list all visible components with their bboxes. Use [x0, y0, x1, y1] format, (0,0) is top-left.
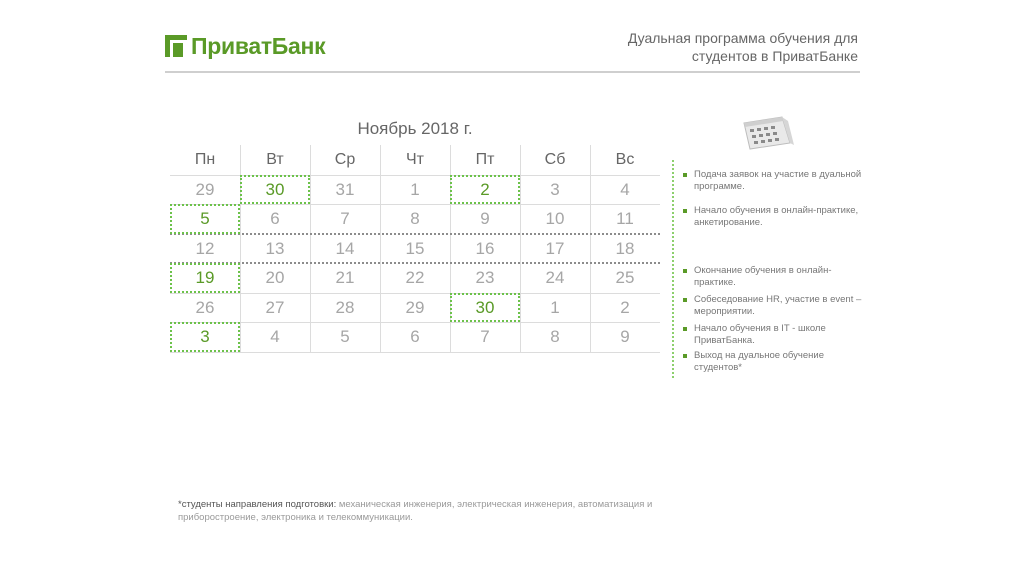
event-item: Начало обучения в онлайн-практике, анкетирование. [683, 205, 863, 229]
calendar-day: 16 [475, 238, 495, 258]
calendar-day: 1 [410, 179, 420, 199]
calendar-day: 7 [480, 327, 490, 346]
event-item: Собеседование HR, участие в event – мероприятии. [683, 294, 863, 318]
weekday-label: Ср [334, 151, 356, 168]
weekday-label: Вт [266, 151, 284, 168]
calendar-day: 11 [616, 209, 634, 228]
calendar-day: 6 [410, 327, 420, 346]
weekday-header-row [170, 145, 660, 175]
header-divider [165, 71, 860, 73]
calendar-week-row [170, 322, 660, 352]
footnote [178, 499, 718, 524]
bullet-icon [683, 327, 687, 331]
calendar-day: 9 [620, 327, 630, 346]
logo-text: ПриватБанк [191, 32, 326, 59]
event-item: Подача заявок на участие в дуальной программе. [683, 169, 863, 193]
event-item: Начало обучения в IT - школе ПриватБанка. [683, 323, 863, 347]
weekday-label: Сб [544, 151, 566, 168]
calendar-week-row [170, 293, 660, 323]
grid-line [380, 145, 381, 352]
calendar-day: 7 [340, 209, 350, 228]
calendar-day: 6 [270, 209, 280, 228]
highlight-box [240, 175, 310, 205]
weekday-label: Чт [406, 151, 424, 168]
calendar-day-highlighted: 5 [200, 209, 210, 228]
calendar-week-row [170, 234, 660, 264]
highlight-box [170, 204, 240, 234]
page-title [538, 29, 858, 65]
calendar-day: 15 [405, 238, 425, 258]
highlight-box [170, 322, 240, 352]
calendar-day: 25 [615, 268, 635, 287]
privatbank-logo-icon [165, 35, 187, 57]
calendar-day: 12 [195, 238, 215, 258]
weekday-label: Пн [194, 151, 216, 168]
calendar-icon [738, 113, 796, 151]
calendar-grid [170, 145, 660, 352]
calendar-day-highlighted: 30 [475, 297, 495, 317]
weekday-label: Вс [615, 151, 635, 168]
calendar-day: 14 [335, 238, 355, 258]
highlight-box [450, 293, 520, 323]
calendar-day: 13 [265, 238, 285, 258]
calendar-day: 24 [545, 268, 565, 287]
calendar-day: 31 [335, 179, 355, 199]
calendar-week-row [170, 263, 660, 293]
calendar-day: 29 [195, 179, 215, 199]
grid-line [170, 204, 660, 205]
calendar-day-highlighted: 30 [265, 179, 285, 199]
calendar-day: 3 [550, 179, 560, 199]
calendar-day-highlighted: 3 [200, 327, 210, 346]
highlight-box [450, 175, 520, 205]
weekday-label: Пт [475, 151, 495, 168]
bullet-icon [683, 354, 687, 358]
calendar-day: 8 [550, 327, 560, 346]
footnote-text: механическая инженерия, электрическая инженерия, автоматизация и приборостроение, электроника и телекоммуникации. [178, 499, 653, 523]
calendar-day-highlighted: 19 [195, 268, 215, 287]
calendar-title: Ноябрь 2018 г. [357, 119, 473, 138]
bullet-icon [683, 269, 687, 273]
calendar-day: 10 [545, 209, 565, 228]
week-separator-dotted [170, 233, 660, 235]
grid-line [520, 145, 521, 352]
event-item: Выход на дуальное обучение студентов* [683, 350, 863, 374]
calendar-day: 5 [340, 327, 350, 346]
bullet-icon [683, 298, 687, 302]
grid-line [590, 145, 591, 352]
calendar-day: 17 [545, 238, 565, 258]
calendar-day-highlighted: 2 [480, 179, 490, 199]
calendar-day: 9 [480, 209, 490, 228]
highlight-box [170, 263, 240, 293]
grid-line [170, 322, 660, 323]
event-item: Окончание обучения в онлайн-практике. [683, 265, 863, 289]
page-title-line1: Дуальная программа обучения для [627, 30, 858, 46]
events-divider [672, 160, 674, 378]
calendar-day: 20 [265, 268, 285, 287]
calendar-day: 21 [335, 268, 355, 287]
page-title-line2: студентов в ПриватБанке [691, 48, 858, 64]
calendar-week-row [170, 204, 660, 234]
calendar-day: 2 [620, 297, 630, 317]
bullet-icon [683, 209, 687, 213]
week-separator-dotted [170, 262, 660, 264]
bullet-icon [683, 173, 687, 177]
calendar-day: 29 [405, 297, 425, 317]
calendar-day: 8 [410, 209, 420, 228]
footnote-lead: *студенты направления подготовки: [178, 499, 337, 510]
calendar-day: 4 [620, 179, 630, 199]
privatbank-logo [165, 30, 325, 62]
calendar-day: 28 [335, 297, 355, 317]
calendar-day: 18 [615, 238, 635, 258]
calendar-day: 4 [270, 327, 280, 346]
grid-line [170, 293, 660, 294]
calendar-day: 1 [550, 297, 560, 317]
calendar-day: 23 [475, 268, 495, 287]
calendar-day: 27 [265, 297, 285, 317]
grid-line [310, 145, 311, 352]
calendar-day: 22 [405, 268, 425, 287]
calendar-day: 26 [195, 297, 215, 317]
grid-line [170, 352, 660, 353]
